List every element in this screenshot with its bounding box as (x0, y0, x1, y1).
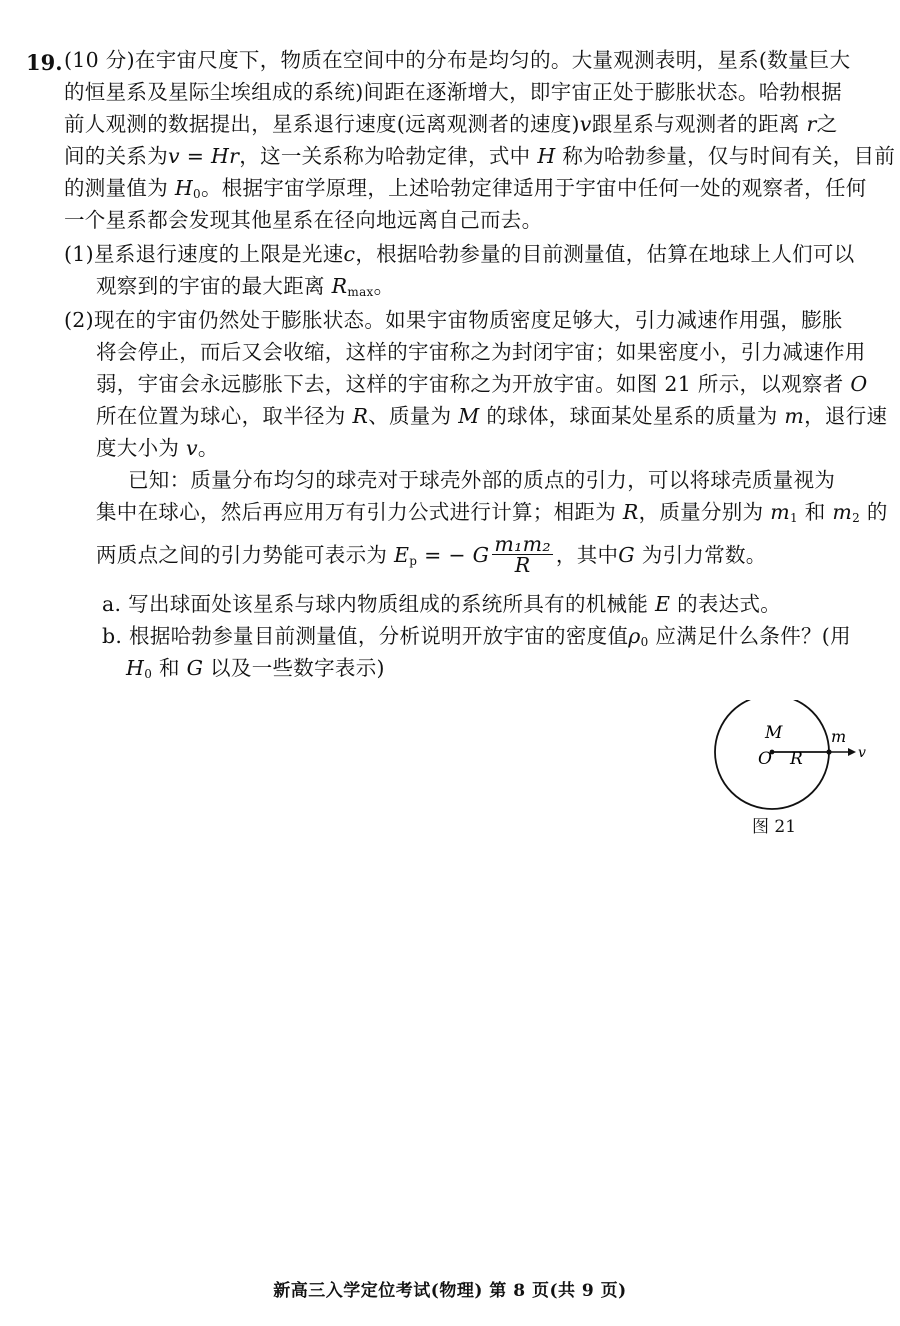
label-galaxy-mass: m (831, 727, 847, 746)
question-line-1: (10 分)在宇宙尺度下，物质在空间中的分布是均匀的。大量观测表明，星系(数量巨大 (64, 48, 851, 72)
part2-line-4: 所在位置为球心，取半径为 R、质量为 M 的球体，球面某处星系的质量为 m，退行速 (96, 404, 888, 428)
part2-line-5: 度大小为 v。 (96, 436, 219, 460)
part1-line-1: (1)星系退行速度的上限是光速c，根据哈勃参量的目前测量值，估算在地球上人们可以 (64, 242, 855, 266)
label-velocity: v (858, 745, 866, 761)
question-line-4: 间的关系为v = Hr，这一关系称为哈勃定律，式中 H 称为哈勃参量，仅与时间有关，目前 (64, 144, 896, 168)
question-number: 19. (26, 50, 63, 75)
part2-line-2: 将会停止，而后又会收缩，这样的宇宙称之为封闭宇宙；如果密度小，引力减速作用 (96, 340, 866, 364)
part2-line-3: 弱，宇宙会永远膨胀下去，这样的宇宙称之为开放宇宙。如图 21 所示，以观察者 O (96, 372, 868, 396)
question-line-6: 一个星系都会发现其他星系在径向地远离自己而去。 (64, 208, 543, 232)
question-line-2: 的恒星系及星际尘埃组成的系统)间距在逐渐增大，即宇宙正处于膨胀状态。哈勃根据 (64, 80, 842, 104)
label-radius: R (790, 749, 803, 769)
known-line-3: 两质点之间的引力势能可表示为 $E_p$ = − G $\frac{\text{m₁m₂}}{R}$ ，其中G 为引力常数。 (96, 532, 767, 577)
sub-question-b-line-1: b. 根据哈勃参量目前测量值，分析说明开放宇宙的密度值$\rho_0$ 应满足什么条件？(用 (102, 624, 851, 649)
question-line-5: 的测量值为 $H_0$。根据宇宙学原理，上述哈勃定律适用于宇宙中任何一处的观察者，任何 (64, 176, 867, 201)
label-center: O (758, 749, 772, 769)
question-line-3: 前人观测的数据提出，星系退行速度(远离观测者的速度)v跟星系与观测者的距离 r之 (64, 112, 838, 136)
sub-question-b-line-2: $H_0$ 和 G 以及一些数字表示) (126, 656, 385, 681)
part1-line-2: 观察到的宇宙的最大距离 $R_{max}$。 (96, 274, 395, 299)
potential-energy-fraction: $\frac{\text{m₁m₂}}{R}$ (494, 532, 551, 577)
page-footer: 新高三入学定位考试(物理) 第 8 页(共 9 页) (273, 1281, 627, 1301)
velocity-arrowhead (848, 748, 856, 756)
known-line-2: 集中在球心，然后再应用万有引力公式进行计算；相距为 R，质量分别为 $m_1$ 和 $m_2$ 的 (96, 500, 888, 525)
label-mass: M (765, 723, 783, 743)
sub-question-a: a. 写出球面处该星系与球内物质组成的系统所具有的机械能 E 的表达式。 (102, 592, 782, 616)
figure-caption: 图 21 (752, 817, 797, 837)
known-line-1: 已知：质量分布均匀的球壳对于球壳外部的质点的引力，可以将球壳质量视为 (128, 468, 836, 492)
sphere-circle (715, 700, 829, 809)
part2-line-1: (2)现在的宇宙仍然处于膨胀状态。如果宇宙物质密度足够大，引力减速作用强，膨胀 (64, 308, 843, 332)
